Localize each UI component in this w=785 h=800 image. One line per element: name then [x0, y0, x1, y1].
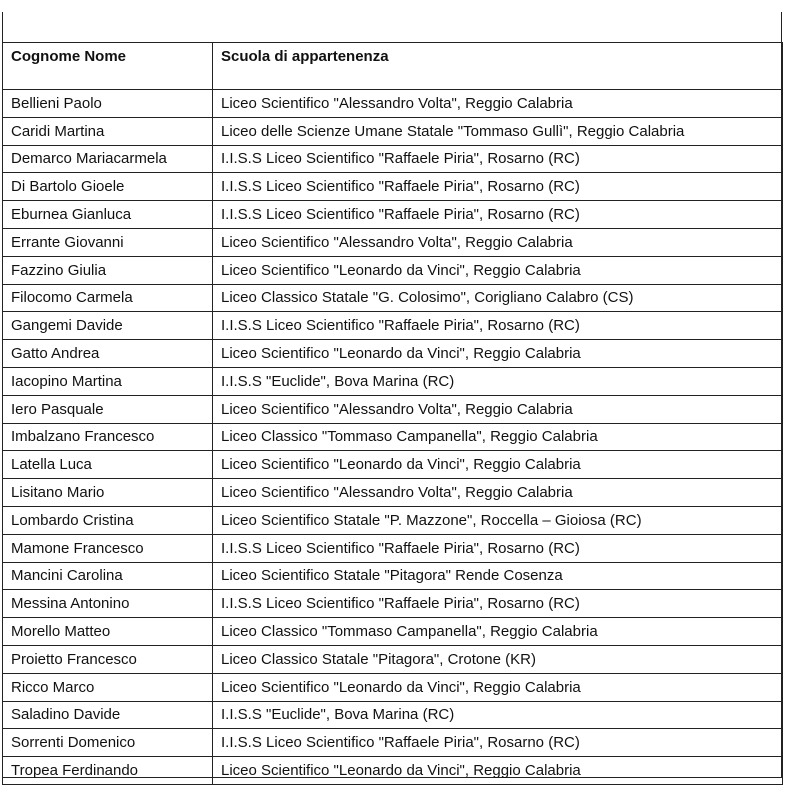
school-cell: I.I.S.S Liceo Scientifico "Raffaele Piria", Rosarno (RC) — [213, 534, 783, 562]
table-row — [3, 173, 783, 201]
student-name-cell: Saladino Davide — [3, 701, 213, 729]
students-table — [2, 42, 783, 785]
student-name-cell: Filocomo Carmela — [3, 284, 213, 312]
school-cell: I.I.S.S Liceo Scientifico "Raffaele Piria", Rosarno (RC) — [213, 590, 783, 618]
school-cell: Liceo Scientifico "Leonardo da Vinci", Reggio Calabria — [213, 673, 783, 701]
school-cell: I.I.S.S Liceo Scientifico "Raffaele Piria", Rosarno (RC) — [213, 173, 783, 201]
table-row — [3, 228, 783, 256]
student-name-cell: Ricco Marco — [3, 673, 213, 701]
table-row — [3, 340, 783, 368]
table-row — [3, 618, 783, 646]
table-row — [3, 423, 783, 451]
school-cell: Liceo Scientifico "Alessandro Volta", Reggio Calabria — [213, 90, 783, 118]
school-cell: Liceo Scientifico Statale "P. Mazzone", Roccella – Gioiosa (RC) — [213, 506, 783, 534]
table-row — [3, 506, 783, 534]
table-row — [3, 562, 783, 590]
table-row — [3, 673, 783, 701]
school-cell: Liceo Classico Statale "Pitagora", Crotone (KR) — [213, 645, 783, 673]
table-row — [3, 90, 783, 118]
student-name-cell: Caridi Martina — [3, 117, 213, 145]
school-cell: I.I.S.S Liceo Scientifico "Raffaele Piria", Rosarno (RC) — [213, 201, 783, 229]
school-cell: Liceo Classico Statale "G. Colosimo", Corigliano Calabro (CS) — [213, 284, 783, 312]
school-cell: I.I.S.S Liceo Scientifico "Raffaele Piria", Rosarno (RC) — [213, 312, 783, 340]
student-name-cell: Tropea Ferdinando — [3, 757, 213, 785]
table-row — [3, 312, 783, 340]
table-row — [3, 645, 783, 673]
school-cell: Liceo Scientifico "Alessandro Volta", Reggio Calabria — [213, 228, 783, 256]
table-row — [3, 479, 783, 507]
student-name-cell: Mamone Francesco — [3, 534, 213, 562]
table-row — [3, 590, 783, 618]
table-row — [3, 201, 783, 229]
school-cell: I.I.S.S Liceo Scientifico "Raffaele Piria", Rosarno (RC) — [213, 729, 783, 757]
student-name-cell: Gatto Andrea — [3, 340, 213, 368]
student-name-cell: Iacopino Martina — [3, 367, 213, 395]
header-scuola: Scuola di appartenenza — [213, 43, 783, 90]
student-name-cell: Eburnea Gianluca — [3, 201, 213, 229]
table-body — [3, 90, 783, 785]
student-name-cell: Lisitano Mario — [3, 479, 213, 507]
student-name-cell: Proietto Francesco — [3, 645, 213, 673]
school-cell: Liceo Scientifico "Leonardo da Vinci", Reggio Calabria — [213, 256, 783, 284]
school-cell: Liceo Scientifico "Alessandro Volta", Reggio Calabria — [213, 479, 783, 507]
school-cell: Liceo Scientifico "Alessandro Volta", Reggio Calabria — [213, 395, 783, 423]
table-row — [3, 395, 783, 423]
student-name-cell: Gangemi Davide — [3, 312, 213, 340]
table-row — [3, 145, 783, 173]
table-row — [3, 757, 783, 785]
student-name-cell: Latella Luca — [3, 451, 213, 479]
student-name-cell: Errante Giovanni — [3, 228, 213, 256]
student-name-cell: Iero Pasquale — [3, 395, 213, 423]
student-name-cell: Sorrenti Domenico — [3, 729, 213, 757]
school-cell: Liceo Classico "Tommaso Campanella", Reggio Calabria — [213, 618, 783, 646]
school-cell: I.I.S.S Liceo Scientifico "Raffaele Piria", Rosarno (RC) — [213, 145, 783, 173]
school-cell: Liceo Classico "Tommaso Campanella", Reggio Calabria — [213, 423, 783, 451]
table-row — [3, 729, 783, 757]
student-name-cell: Morello Matteo — [3, 618, 213, 646]
table-row — [3, 117, 783, 145]
table-header-row — [3, 43, 783, 90]
student-name-cell: Messina Antonino — [3, 590, 213, 618]
student-name-cell: Imbalzano Francesco — [3, 423, 213, 451]
table-row — [3, 256, 783, 284]
student-name-cell: Demarco Mariacarmela — [3, 145, 213, 173]
table-row — [3, 534, 783, 562]
school-cell: Liceo delle Scienze Umane Statale "Tommaso Gullì", Reggio Calabria — [213, 117, 783, 145]
school-cell: I.I.S.S "Euclide", Bova Marina (RC) — [213, 701, 783, 729]
school-cell: Liceo Scientifico "Leonardo da Vinci", Reggio Calabria — [213, 340, 783, 368]
header-cognome-nome: Cognome Nome — [3, 43, 213, 90]
student-name-cell: Di Bartolo Gioele — [3, 173, 213, 201]
school-cell: Liceo Scientifico "Leonardo da Vinci", Reggio Calabria — [213, 451, 783, 479]
student-name-cell: Lombardo Cristina — [3, 506, 213, 534]
student-name-cell: Mancini Carolina — [3, 562, 213, 590]
school-cell: Liceo Scientifico "Leonardo da Vinci", Reggio Calabria — [213, 757, 783, 785]
table-row — [3, 451, 783, 479]
student-name-cell: Fazzino Giulia — [3, 256, 213, 284]
table-row — [3, 284, 783, 312]
table-row — [3, 367, 783, 395]
school-cell: Liceo Scientifico Statale "Pitagora" Rende Cosenza — [213, 562, 783, 590]
student-name-cell: Bellieni Paolo — [3, 90, 213, 118]
school-cell: I.I.S.S "Euclide", Bova Marina (RC) — [213, 367, 783, 395]
table-row — [3, 701, 783, 729]
